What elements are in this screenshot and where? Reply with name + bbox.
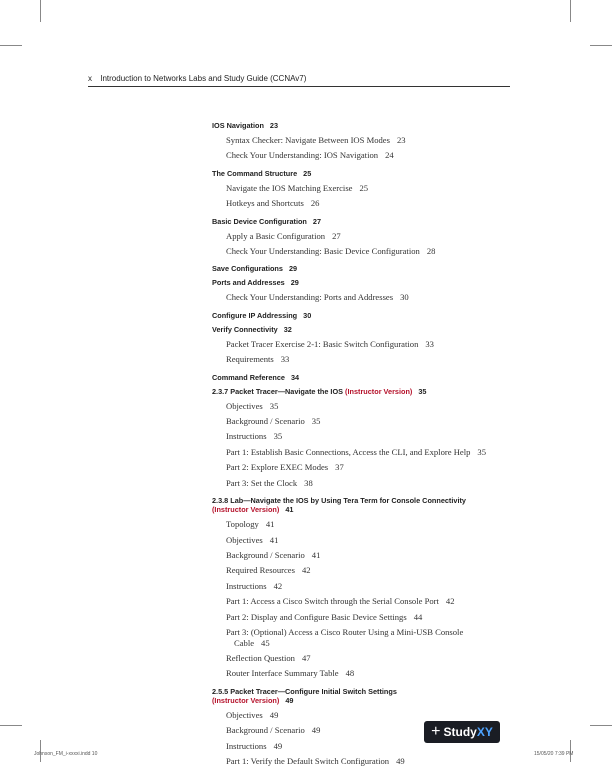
toc-subentry[interactable] <box>212 625 512 651</box>
toc-subentry-text: Navigate the IOS Matching Exercise <box>226 182 353 193</box>
toc-subentry-text: Background / Scenario <box>226 725 305 736</box>
toc-subentry[interactable] <box>212 133 512 148</box>
toc-page-number: 41 <box>311 549 321 560</box>
running-header <box>88 74 510 83</box>
toc-subentry[interactable] <box>212 594 512 609</box>
toc-heading-text: Ports and Addresses <box>212 278 285 288</box>
toc-page-number: 34 <box>291 372 300 382</box>
toc-subentry-text: Check Your Understanding: Basic Device Configuration <box>226 246 420 257</box>
toc-subentry[interactable] <box>212 445 512 460</box>
toc-subentry[interactable] <box>212 181 512 196</box>
toc-section-heading[interactable] <box>212 217 512 226</box>
toc-subentry-text: Required Resources <box>226 565 295 576</box>
toc-subentry-text: Part 1: Verify the Default Switch Configuration <box>226 755 390 766</box>
toc-page-number: 44 <box>413 611 423 622</box>
toc-subentry-text: Part 2: Display and Configure Basic Device Settings <box>226 611 407 622</box>
toc-heading-text: Basic Device Configuration <box>212 216 307 226</box>
page-number: x <box>88 74 92 83</box>
toc-page-number: 45 <box>261 637 270 648</box>
studyxy-logo <box>424 721 500 743</box>
plus-icon: + <box>431 723 441 740</box>
toc-page-number: 28 <box>426 246 436 257</box>
toc-section-heading[interactable] <box>212 169 512 178</box>
toc-subentry-text: Hotkeys and Shortcuts <box>226 198 304 209</box>
toc-section-heading[interactable] <box>212 278 512 287</box>
crop-mark <box>40 0 41 22</box>
toc-page-number: 41 <box>269 534 279 545</box>
toc-section-heading[interactable] <box>212 264 512 273</box>
toc-section-heading[interactable] <box>212 311 512 320</box>
toc-subentry[interactable] <box>212 533 512 548</box>
toc-subentry[interactable] <box>212 352 512 367</box>
toc-page-number: 49 <box>273 740 283 751</box>
toc-subentry-text: Topology <box>226 519 259 530</box>
slug-filename: Johnson_FM_i-xxxxi.indd 10 <box>34 751 98 757</box>
toc-heading-text: Configure IP Addressing <box>212 310 298 320</box>
toc-page-number: 30 <box>303 310 312 320</box>
toc-page-number: 49 <box>285 695 294 705</box>
toc-page-number: 42 <box>445 596 455 607</box>
toc-page-number: 32 <box>283 324 292 334</box>
crop-mark <box>570 0 571 22</box>
toc-subentry-text: Objectives <box>226 400 263 411</box>
toc-subentry-text: Reflection Question <box>226 652 295 663</box>
toc-page-number: 35 <box>269 400 279 411</box>
toc-subentry-text: Syntax Checker: Navigate Between IOS Modes <box>226 135 390 145</box>
toc-page-number: 41 <box>265 519 275 530</box>
toc-page-number: 47 <box>301 652 311 663</box>
toc-heading-text: 2.3.8 Lab—Navigate the IOS by Using Tera Term for Console Connectivity <box>212 496 466 506</box>
toc-page-number: 25 <box>303 168 312 178</box>
toc-subentry[interactable] <box>212 651 512 666</box>
toc-heading-text: Save Configurations <box>212 264 283 274</box>
toc-section-heading[interactable] <box>212 325 512 334</box>
toc-subentry-text: Packet Tracer Exercise 2-1: Basic Switch Configuration <box>226 338 419 349</box>
toc-subentry-text: Apply a Basic Configuration <box>226 230 326 241</box>
toc-section-heading[interactable] <box>212 373 512 382</box>
toc-page-number: 35 <box>273 431 283 442</box>
toc-page-number: 42 <box>301 565 311 576</box>
toc-page-number: 48 <box>345 668 355 679</box>
toc-subentry-text: Part 2: Explore EXEC Modes <box>226 462 329 473</box>
toc-heading-text: The Command Structure <box>212 168 298 178</box>
toc-subentry[interactable] <box>212 244 512 259</box>
toc-page-number: 25 <box>359 182 369 193</box>
crop-mark <box>590 45 612 46</box>
toc-page-number: 41 <box>285 505 294 515</box>
toc-subentry-continuation: Cable <box>234 637 255 648</box>
toc-subentry[interactable] <box>212 229 512 244</box>
toc-page-number: 35 <box>477 446 486 457</box>
toc-section-heading[interactable] <box>212 496 512 514</box>
toc-page-number: 42 <box>273 580 283 591</box>
toc-page-number: 49 <box>269 709 279 720</box>
crop-mark <box>0 725 22 726</box>
toc-subentry[interactable] <box>212 399 512 414</box>
header-rule <box>88 86 510 87</box>
toc-subentry[interactable] <box>212 548 512 563</box>
toc-page-number: 33 <box>280 354 290 365</box>
toc-subentry[interactable] <box>212 517 512 532</box>
instructor-version-label: (Instructor Version) <box>212 695 280 705</box>
toc-page-number: 38 <box>304 477 313 488</box>
toc-subentry[interactable] <box>212 290 512 305</box>
toc-subentry-text: Background / Scenario <box>226 416 305 427</box>
toc-page-number: 33 <box>425 338 434 349</box>
toc-subentry-text: Objectives <box>226 709 263 720</box>
toc-page-number: 23 <box>396 135 406 145</box>
toc-subentry-text: Part 3: Set the Clock <box>226 477 298 488</box>
toc-subentry[interactable] <box>212 460 512 475</box>
toc-subentry-text: Instructions <box>226 740 267 751</box>
toc-page-number: 27 <box>312 216 322 226</box>
toc-subentry-text: Instructions <box>226 431 267 442</box>
toc-subentry[interactable] <box>212 754 512 769</box>
toc-page-number: 35 <box>311 416 321 427</box>
toc-page-number: 30 <box>400 292 409 303</box>
toc-subentry-text: Part 3: (Optional) Access a Cisco Router Using a Mini-USB Console <box>226 626 464 637</box>
toc-page-number: 49 <box>311 725 321 736</box>
crop-mark <box>590 725 612 726</box>
toc-page-number: 24 <box>385 150 394 161</box>
toc-subentry[interactable] <box>212 579 512 594</box>
toc-subentry[interactable] <box>212 476 512 491</box>
instructor-version-label: (Instructor Version) <box>345 386 413 396</box>
instructor-version-label: (Instructor Version) <box>212 505 280 515</box>
toc-subentry[interactable] <box>212 337 512 352</box>
toc-page-number: 29 <box>290 278 299 288</box>
toc-subentry-text: Requirements <box>226 354 274 365</box>
toc-subentry[interactable] <box>212 563 512 578</box>
toc-heading-text: Verify Connectivity <box>212 324 278 334</box>
toc-subentry-text: Background / Scenario <box>226 549 305 560</box>
toc-section-heading[interactable] <box>212 687 512 705</box>
toc-section-heading[interactable] <box>212 387 512 396</box>
toc-subentry-text: Router Interface Summary Table <box>226 668 339 679</box>
toc-subentry[interactable] <box>212 414 512 429</box>
toc-page-number: 29 <box>288 264 298 274</box>
toc-page-number: 23 <box>269 121 279 130</box>
toc-page-number: 35 <box>418 386 427 396</box>
running-title: Introduction to Networks Labs and Study Guide (CCNAv7) <box>100 74 307 83</box>
toc-subentry-text: Part 1: Establish Basic Connections, Access the CLI, and Explore Help <box>226 446 471 457</box>
toc-subentry[interactable] <box>212 196 512 211</box>
toc-subentry-text: Check Your Understanding: Ports and Addresses <box>226 292 394 303</box>
toc-heading-text: Command Reference <box>212 372 285 382</box>
toc-page-number: 27 <box>332 230 341 241</box>
toc-subentry[interactable] <box>212 148 512 163</box>
toc-subentry[interactable] <box>212 666 512 681</box>
toc-page-number: 26 <box>310 198 320 209</box>
toc-page-number: 49 <box>396 755 405 766</box>
toc-section-heading[interactable] <box>212 121 512 130</box>
toc-subentry-text: Check Your Understanding: IOS Navigation <box>226 150 379 161</box>
toc-heading-text: IOS Navigation <box>212 121 264 130</box>
toc-subentry-text: Part 1: Access a Cisco Switch through the Serial Console Port <box>226 596 439 607</box>
toc-subentry-text: Objectives <box>226 534 263 545</box>
toc-subentry[interactable] <box>212 429 512 444</box>
toc-subentry-text: Instructions <box>226 580 267 591</box>
toc-heading-text: 2.5.5 Packet Tracer—Configure Initial Switch Settings <box>212 686 397 696</box>
logo-text-accent: XY <box>476 725 493 739</box>
toc-heading-text: 2.3.7 Packet Tracer—Navigate the IOS <box>212 386 344 396</box>
logo-text: Study <box>443 725 477 739</box>
toc-page-number: 37 <box>335 462 344 473</box>
slug-timestamp: 15/05/20 7:39 PM <box>534 751 574 757</box>
toc-subentry[interactable] <box>212 610 512 625</box>
crop-mark <box>0 45 22 46</box>
table-of-contents <box>212 116 512 769</box>
